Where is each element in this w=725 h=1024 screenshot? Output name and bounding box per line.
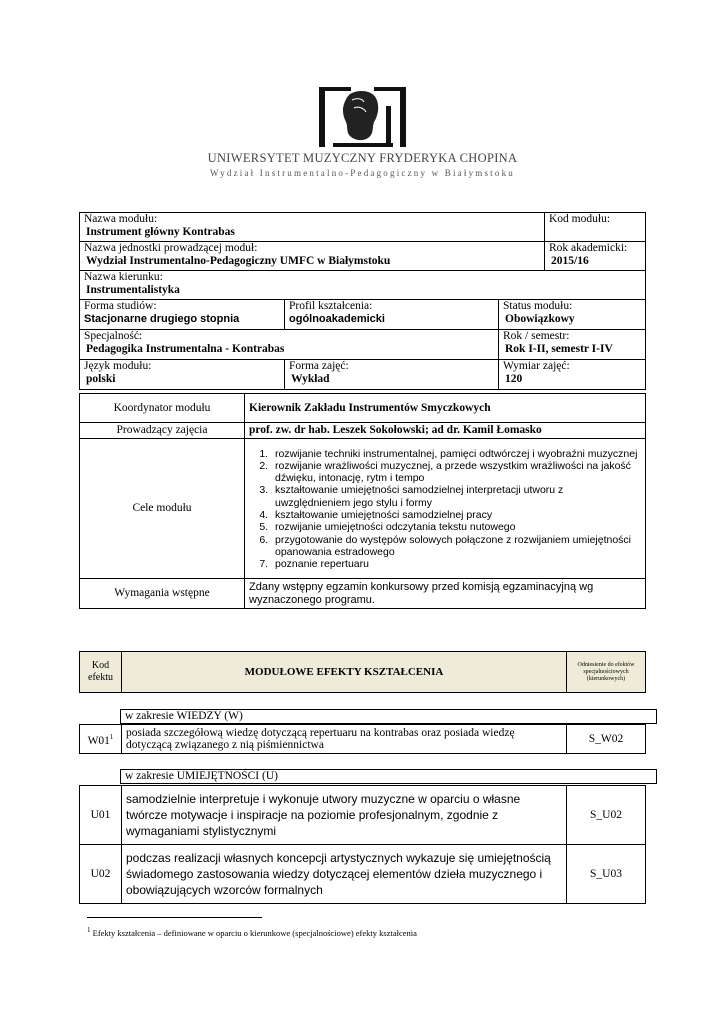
module-name-cell xyxy=(80,213,545,242)
teachers-value: prof. zw. dr hab. Leszek Sokołowski; ad dr. Kamil Łomasko xyxy=(245,423,646,439)
language-cell xyxy=(80,360,285,390)
study-form-label: Forma studiów: xyxy=(84,300,157,312)
outcomes-header-table xyxy=(79,651,646,693)
goal-item: 7. poznanie repertuaru xyxy=(271,558,641,570)
skills-outcomes-table xyxy=(79,785,646,904)
goals-label: Cele modułu xyxy=(80,439,245,579)
outcome-reference: S_W02 xyxy=(567,725,646,754)
teachers-label: Prowadzący zajęcia xyxy=(80,423,245,439)
skills-section-header: w zakresie UMIEJĘTNOŚCI (U) xyxy=(120,769,657,784)
semester-cell xyxy=(499,330,646,360)
requirements-label: Wymagania wstępne xyxy=(80,579,245,609)
footnote xyxy=(87,926,417,938)
coordinator-label: Koordynator modułu xyxy=(80,394,245,423)
academic-year-label: Rok akademicki: xyxy=(549,242,628,254)
academic-year-value: 2015/16 xyxy=(551,254,589,267)
class-form-value: Wykład xyxy=(291,372,330,385)
outcome-code: U01 xyxy=(80,786,122,845)
goal-item: 4. kształtowanie umiejętności samodzielnej pracy xyxy=(271,509,641,521)
unit-cell xyxy=(80,242,545,271)
goal-item: 3. kształtowanie umiejętności samodzielnej interpretacji utworu z uwzględnieniem jego stylu i formy xyxy=(271,484,641,509)
direction-label: Nazwa kierunku: xyxy=(84,271,163,283)
module-name-value: Instrument główny Kontrabas xyxy=(86,225,235,238)
outcome-code-header: Kod efektu xyxy=(80,652,122,693)
table-row xyxy=(80,725,646,754)
outcome-code xyxy=(80,725,122,754)
module-details-table xyxy=(79,393,646,609)
footnote-text: Efekty kształcenia – definiowane w oparciu o kierunkowe (specjalnościowe) efekty kształcenia xyxy=(92,927,417,938)
study-form-value: Stacjonarne drugiego stopnia xyxy=(84,312,240,325)
footnote-ref: 1 xyxy=(109,732,114,741)
university-logo xyxy=(318,86,407,148)
hours-value: 120 xyxy=(505,372,523,385)
hours-label: Wymiar zajęć: xyxy=(503,360,570,372)
language-value: polski xyxy=(86,372,116,385)
specialty-label: Specjalność: xyxy=(84,330,143,342)
goal-item: 6. przygotowanie do występów solowych połączone z rozwijaniem umiejętności opanowania estradowego xyxy=(271,534,641,559)
footnote-separator xyxy=(87,917,262,918)
knowledge-outcomes-table xyxy=(79,724,646,754)
outcome-text: posiada szczegółową wiedzę dotyczącą repertuaru na kontrabas oraz posiada wiedzę dotyczącą związanego z nią piśmiennictwa xyxy=(122,725,567,754)
profile-value: ogólnoakademicki xyxy=(289,312,385,325)
semester-label: Rok / semestr: xyxy=(503,330,570,342)
faculty-name: Wydział Instrumentalno-Pedagogiczny w Białymstoku xyxy=(210,168,515,178)
goals-cell xyxy=(245,439,646,579)
academic-year-cell xyxy=(545,242,646,271)
goal-item: 5. rozwijanie umiejętności odczytania tekstu nutowego xyxy=(271,521,641,533)
goals-list xyxy=(249,448,641,571)
profile-cell xyxy=(285,300,499,330)
direction-value: Instrumentalistyka xyxy=(86,283,180,296)
status-cell xyxy=(499,300,646,330)
requirements-value: Zdany wstępny egzamin konkursowy przed komisją egzaminacyjną wg wyznaczonego programu. xyxy=(245,579,646,609)
outcome-text: samodzielnie interpretuje i wykonuje utwory muzyczne w oparciu o własne twórcze motywacje i inspiracje na poziomie profesjonalnym, zgodnie z wymaganiami stylistycznymi xyxy=(122,786,567,845)
outcome-text: podczas realizacji własnych koncepcji artystycznych wykazuje się umiejętnością świadomego zastosowania wiedzy dotyczącej elementów dzieła muzycznego i obowiązujących wzorców formalnych xyxy=(122,845,567,904)
goal-item: 1. rozwijanie techniki instrumentalnej, pamięci odtwórczej i wyobraźni muzycznej xyxy=(271,448,641,460)
table-row xyxy=(80,786,646,845)
class-form-cell xyxy=(285,360,499,390)
semester-value: Rok I-II, semestr I-IV xyxy=(505,342,613,355)
hours-cell xyxy=(499,360,646,390)
unit-value: Wydział Instrumentalno-Pedagogiczny UMFC w Białymstoku xyxy=(86,254,391,267)
direction-cell xyxy=(80,271,646,300)
outcome-reference-header: Odniesienie do efektów specjalnościowych (kierunkowych) xyxy=(567,652,646,693)
coordinator-value: Kierownik Zakładu Instrumentów Smyczkowych xyxy=(245,394,646,423)
class-form-label: Forma zajęć: xyxy=(289,360,349,372)
table-row xyxy=(80,845,646,904)
university-name: UNIWERSYTET MUZYCZNY FRYDERYKA CHOPINA xyxy=(207,151,518,165)
module-info-table xyxy=(79,212,646,390)
language-label: Język modułu: xyxy=(84,360,152,372)
knowledge-section-header: w zakresie WIEDZY (W) xyxy=(120,709,657,724)
study-form-cell xyxy=(80,300,285,330)
profile-label: Profil kształcenia: xyxy=(289,300,373,312)
outcome-code: U02 xyxy=(80,845,122,904)
unit-label: Nazwa jednostki prowadzącej moduł: xyxy=(84,242,258,254)
outcome-code-text: W01 xyxy=(87,734,110,747)
status-value: Obowiązkowy xyxy=(505,312,575,325)
module-name-label: Nazwa modułu: xyxy=(84,213,158,225)
goal-item: 2. rozwijanie wrażliwości muzycznej, a przede wszystkim wrażliwości na jakość dźwięku, intonację, rytm i tempo xyxy=(271,460,641,485)
specialty-cell xyxy=(80,330,499,360)
outcome-reference: S_U02 xyxy=(567,786,646,845)
module-code-label: Kod modułu: xyxy=(549,213,611,225)
footnote-mark: 1 xyxy=(87,926,91,934)
module-code-cell xyxy=(545,213,646,242)
outcomes-title: MODUŁOWE EFEKTY KSZTAŁCENIA xyxy=(122,652,567,693)
status-label: Status modułu: xyxy=(503,300,573,312)
outcome-reference: S_U03 xyxy=(567,845,646,904)
specialty-value: Pedagogika Instrumentalna - Kontrabas xyxy=(86,342,285,355)
